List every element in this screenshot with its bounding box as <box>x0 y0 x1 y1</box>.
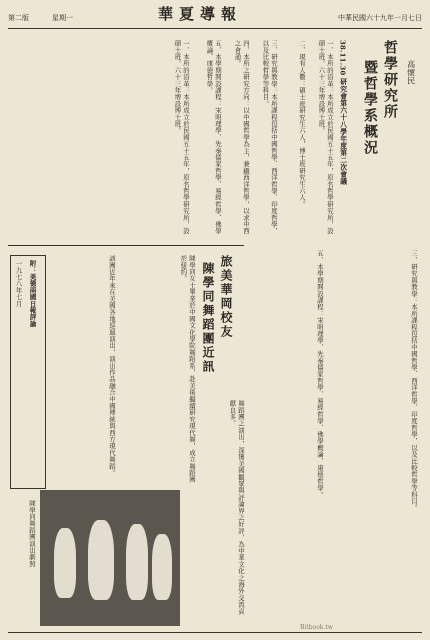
section-rule <box>8 245 244 246</box>
article1-paragraph: 一、本所的沿革：本所成立於民國五十五年，原名哲學研究所，設碩士班，六十三年增設博士班。 <box>173 40 190 235</box>
article2-title-line2: 陳學同舞蹈團近訊 <box>201 262 215 374</box>
watermark: Bitbook.tw <box>300 624 333 631</box>
masthead: 華夏導報 <box>158 5 243 23</box>
footer-rule <box>8 632 422 633</box>
newspaper-header <box>8 5 422 26</box>
article1-title-line1: 哲學研究所 <box>382 40 398 120</box>
header-rule <box>8 28 422 29</box>
dance-photo <box>40 490 180 626</box>
dancer-figure <box>152 534 172 600</box>
article1-paragraph: 三、研究與教學：本所課程包括中國哲學、西洋哲學、印度哲學，以及比較哲學等科目。 <box>261 40 278 235</box>
article2-paragraph: 舞蹈團之演出，深獲美國觀眾與評論界之好評，為中華文化之海外交流貢獻良多。 <box>228 400 245 615</box>
dancer-figure <box>54 528 76 598</box>
dancer-figure <box>126 524 148 600</box>
article1-paragraph: 二、現有人數：碩士班研究生六人，博士班研究生六人。 <box>298 40 306 208</box>
page-label: 第二版 <box>8 14 29 22</box>
review-note-title: 附：美德兩國日報評論 <box>28 260 37 327</box>
article1-subtitle: 38.11.30 研究會第六十八學年度第二次會議 <box>338 40 347 185</box>
dancer-figure <box>88 520 114 600</box>
article1-paragraph: 一、本所的沿革：本所成立於民國五十五年，原名哲學研究所，設碩士班，六十三年增設博士班。 <box>317 40 334 235</box>
article2-title-line1: 旅美華岡校友 <box>219 255 233 339</box>
issue-label: 星期一 <box>52 14 73 22</box>
article1-paragraph: 五、本學期開設課程：宋明理學、先秦儒家哲學、易經哲學、佛學概論、康德哲學。 <box>316 250 324 498</box>
photo-caption: 陳學同舞蹈團演出劇照 <box>28 500 36 567</box>
article2-paragraph: 該團近年來在美國各地巡迴演出，演出作品融合中國傳統與西方現代舞蹈。 <box>108 255 116 477</box>
publication-date: 中華民國六十九年一月七日 <box>338 14 422 22</box>
article2-paragraph: 陳學同女士畢業於中國文化學院舞蹈系，赴美後繼續研究現代舞，成立舞蹈團於紐約。 <box>179 255 196 483</box>
review-note-text: 一九七八年七月 <box>14 260 23 307</box>
article1-author: 高懷民 <box>406 60 416 85</box>
article1-paragraph: 四、本所之研究方向：以中國哲學為主，兼顧西洋哲學，以求中西之會通。 <box>233 40 250 235</box>
article1-title-line2: 暨哲學系概況 <box>362 60 378 156</box>
article1-paragraph: 三、研究與教學：本所課程包括中國哲學、西洋哲學、印度哲學，以及比較哲學等科目。 <box>410 250 418 512</box>
article1-paragraph: 五、本學期開設課程：宋明理學、先秦儒家哲學、易經哲學、佛學概論、康德哲學。 <box>205 40 222 235</box>
